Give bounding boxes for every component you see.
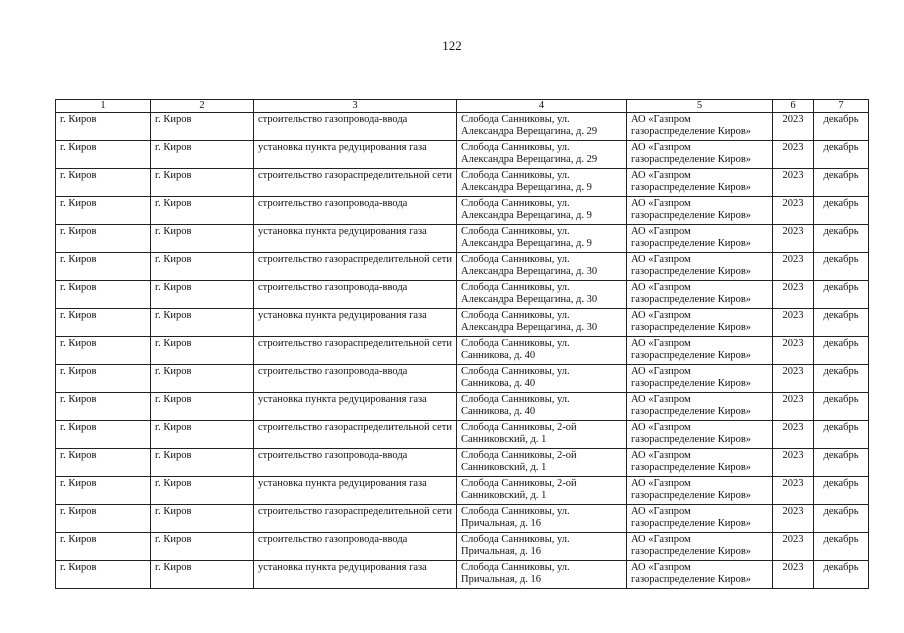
region-cell: г. Киров <box>56 141 151 169</box>
column-header: 7 <box>814 100 869 113</box>
organization-cell: АО «Газпром газораспределение Киров» <box>627 365 773 393</box>
city-cell: г. Киров <box>151 393 254 421</box>
city-cell: г. Киров <box>151 337 254 365</box>
table-row <box>56 449 869 477</box>
organization-cell: АО «Газпром газораспределение Киров» <box>627 533 773 561</box>
table-body <box>56 113 869 589</box>
organization-cell: АО «Газпром газораспределение Киров» <box>627 141 773 169</box>
table-row <box>56 281 869 309</box>
page-number: 122 <box>442 38 462 53</box>
table-row <box>56 253 869 281</box>
address-cell: Слобода Санниковы, ул. Александра Верещагина, д. 29 <box>457 141 627 169</box>
table-row <box>56 337 869 365</box>
region-cell: г. Киров <box>56 281 151 309</box>
city-cell: г. Киров <box>151 477 254 505</box>
address-cell: Слобода Санниковы, ул. Санникова, д. 40 <box>457 365 627 393</box>
organization-cell: АО «Газпром газораспределение Киров» <box>627 169 773 197</box>
address-cell: Слобода Санниковы, ул. Александра Верещагина, д. 9 <box>457 169 627 197</box>
work-type-cell: установка пункта редуцирования газа <box>254 393 457 421</box>
work-type-cell: строительство газопровода-ввода <box>254 281 457 309</box>
work-type-cell: строительство газораспределительной сети <box>254 505 457 533</box>
month-cell: декабрь <box>814 533 869 561</box>
region-cell: г. Киров <box>56 477 151 505</box>
table-row <box>56 393 869 421</box>
work-type-cell: строительство газораспределительной сети <box>254 421 457 449</box>
table-row <box>56 561 869 589</box>
year-cell: 2023 <box>773 561 814 589</box>
city-cell: г. Киров <box>151 141 254 169</box>
region-cell: г. Киров <box>56 505 151 533</box>
organization-cell: АО «Газпром газораспределение Киров» <box>627 309 773 337</box>
city-cell: г. Киров <box>151 449 254 477</box>
address-cell: Слобода Санниковы, ул. Причальная, д. 16 <box>457 533 627 561</box>
month-cell: декабрь <box>814 477 869 505</box>
address-cell: Слобода Санниковы, ул. Причальная, д. 16 <box>457 505 627 533</box>
year-cell: 2023 <box>773 421 814 449</box>
month-cell: декабрь <box>814 337 869 365</box>
column-header: 4 <box>457 100 627 113</box>
address-cell: Слобода Санниковы, 2-ой Санниковский, д. 1 <box>457 421 627 449</box>
address-cell: Слобода Санниковы, 2-ой Санниковский, д. 1 <box>457 449 627 477</box>
year-cell: 2023 <box>773 113 814 141</box>
region-cell: г. Киров <box>56 169 151 197</box>
year-cell: 2023 <box>773 365 814 393</box>
year-cell: 2023 <box>773 309 814 337</box>
organization-cell: АО «Газпром газораспределение Киров» <box>627 113 773 141</box>
month-cell: декабрь <box>814 393 869 421</box>
city-cell: г. Киров <box>151 225 254 253</box>
organization-cell: АО «Газпром газораспределение Киров» <box>627 561 773 589</box>
address-cell: Слобода Санниковы, ул. Александра Верещагина, д. 29 <box>457 113 627 141</box>
work-type-cell: установка пункта редуцирования газа <box>254 141 457 169</box>
year-cell: 2023 <box>773 533 814 561</box>
month-cell: декабрь <box>814 309 869 337</box>
address-cell: Слобода Санниковы, ул. Александра Верещагина, д. 30 <box>457 309 627 337</box>
work-type-cell: строительство газораспределительной сети <box>254 169 457 197</box>
table-row <box>56 505 869 533</box>
region-cell: г. Киров <box>56 309 151 337</box>
region-cell: г. Киров <box>56 365 151 393</box>
address-cell: Слобода Санниковы, ул. Александра Верещагина, д. 9 <box>457 197 627 225</box>
work-type-cell: установка пункта редуцирования газа <box>254 225 457 253</box>
organization-cell: АО «Газпром газораспределение Киров» <box>627 393 773 421</box>
table-row <box>56 225 869 253</box>
month-cell: декабрь <box>814 197 869 225</box>
month-cell: декабрь <box>814 281 869 309</box>
month-cell: декабрь <box>814 561 869 589</box>
year-cell: 2023 <box>773 449 814 477</box>
work-type-cell: строительство газопровода-ввода <box>254 533 457 561</box>
region-cell: г. Киров <box>56 449 151 477</box>
column-header: 3 <box>254 100 457 113</box>
table-row <box>56 365 869 393</box>
region-cell: г. Киров <box>56 197 151 225</box>
city-cell: г. Киров <box>151 309 254 337</box>
year-cell: 2023 <box>773 477 814 505</box>
city-cell: г. Киров <box>151 197 254 225</box>
month-cell: декабрь <box>814 141 869 169</box>
table-header-row <box>56 100 869 113</box>
address-cell: Слобода Санниковы, ул. Причальная, д. 16 <box>457 561 627 589</box>
month-cell: декабрь <box>814 225 869 253</box>
region-cell: г. Киров <box>56 337 151 365</box>
organization-cell: АО «Газпром газораспределение Киров» <box>627 197 773 225</box>
city-cell: г. Киров <box>151 169 254 197</box>
city-cell: г. Киров <box>151 421 254 449</box>
table-row <box>56 197 869 225</box>
table-row <box>56 169 869 197</box>
month-cell: декабрь <box>814 113 869 141</box>
table-row <box>56 309 869 337</box>
year-cell: 2023 <box>773 141 814 169</box>
organization-cell: АО «Газпром газораспределение Киров» <box>627 505 773 533</box>
year-cell: 2023 <box>773 253 814 281</box>
column-header: 1 <box>56 100 151 113</box>
region-cell: г. Киров <box>56 113 151 141</box>
organization-cell: АО «Газпром газораспределение Киров» <box>627 337 773 365</box>
column-header: 6 <box>773 100 814 113</box>
column-header: 5 <box>627 100 773 113</box>
work-type-cell: строительство газопровода-ввода <box>254 365 457 393</box>
month-cell: декабрь <box>814 169 869 197</box>
month-cell: декабрь <box>814 253 869 281</box>
address-cell: Слобода Санниковы, ул. Александра Верещагина, д. 30 <box>457 281 627 309</box>
month-cell: декабрь <box>814 505 869 533</box>
organization-cell: АО «Газпром газораспределение Киров» <box>627 253 773 281</box>
year-cell: 2023 <box>773 393 814 421</box>
table-row <box>56 533 869 561</box>
city-cell: г. Киров <box>151 281 254 309</box>
address-cell: Слобода Санниковы, ул. Александра Верещагина, д. 9 <box>457 225 627 253</box>
city-cell: г. Киров <box>151 365 254 393</box>
region-cell: г. Киров <box>56 393 151 421</box>
month-cell: декабрь <box>814 421 869 449</box>
work-type-cell: установка пункта редуцирования газа <box>254 477 457 505</box>
work-type-cell: установка пункта редуцирования газа <box>254 561 457 589</box>
data-table <box>55 99 869 589</box>
work-type-cell: строительство газопровода-ввода <box>254 449 457 477</box>
year-cell: 2023 <box>773 281 814 309</box>
year-cell: 2023 <box>773 197 814 225</box>
organization-cell: АО «Газпром газораспределение Киров» <box>627 477 773 505</box>
city-cell: г. Киров <box>151 253 254 281</box>
work-type-cell: строительство газопровода-ввода <box>254 113 457 141</box>
region-cell: г. Киров <box>56 533 151 561</box>
year-cell: 2023 <box>773 337 814 365</box>
region-cell: г. Киров <box>56 421 151 449</box>
city-cell: г. Киров <box>151 561 254 589</box>
table-row <box>56 113 869 141</box>
table-row <box>56 141 869 169</box>
work-type-cell: установка пункта редуцирования газа <box>254 309 457 337</box>
year-cell: 2023 <box>773 505 814 533</box>
organization-cell: АО «Газпром газораспределение Киров» <box>627 281 773 309</box>
table-row <box>56 421 869 449</box>
organization-cell: АО «Газпром газораспределение Киров» <box>627 449 773 477</box>
city-cell: г. Киров <box>151 113 254 141</box>
address-cell: Слобода Санниковы, ул. Санникова, д. 40 <box>457 337 627 365</box>
year-cell: 2023 <box>773 169 814 197</box>
work-type-cell: строительство газораспределительной сети <box>254 337 457 365</box>
region-cell: г. Киров <box>56 253 151 281</box>
month-cell: декабрь <box>814 365 869 393</box>
region-cell: г. Киров <box>56 225 151 253</box>
city-cell: г. Киров <box>151 505 254 533</box>
work-type-cell: строительство газопровода-ввода <box>254 197 457 225</box>
work-type-cell: строительство газораспределительной сети <box>254 253 457 281</box>
month-cell: декабрь <box>814 449 869 477</box>
address-cell: Слобода Санниковы, 2-ой Санниковский, д. 1 <box>457 477 627 505</box>
organization-cell: АО «Газпром газораспределение Киров» <box>627 421 773 449</box>
column-header: 2 <box>151 100 254 113</box>
year-cell: 2023 <box>773 225 814 253</box>
table-row <box>56 477 869 505</box>
city-cell: г. Киров <box>151 533 254 561</box>
region-cell: г. Киров <box>56 561 151 589</box>
address-cell: Слобода Санниковы, ул. Александра Верещагина, д. 30 <box>457 253 627 281</box>
address-cell: Слобода Санниковы, ул. Санникова, д. 40 <box>457 393 627 421</box>
organization-cell: АО «Газпром газораспределение Киров» <box>627 225 773 253</box>
